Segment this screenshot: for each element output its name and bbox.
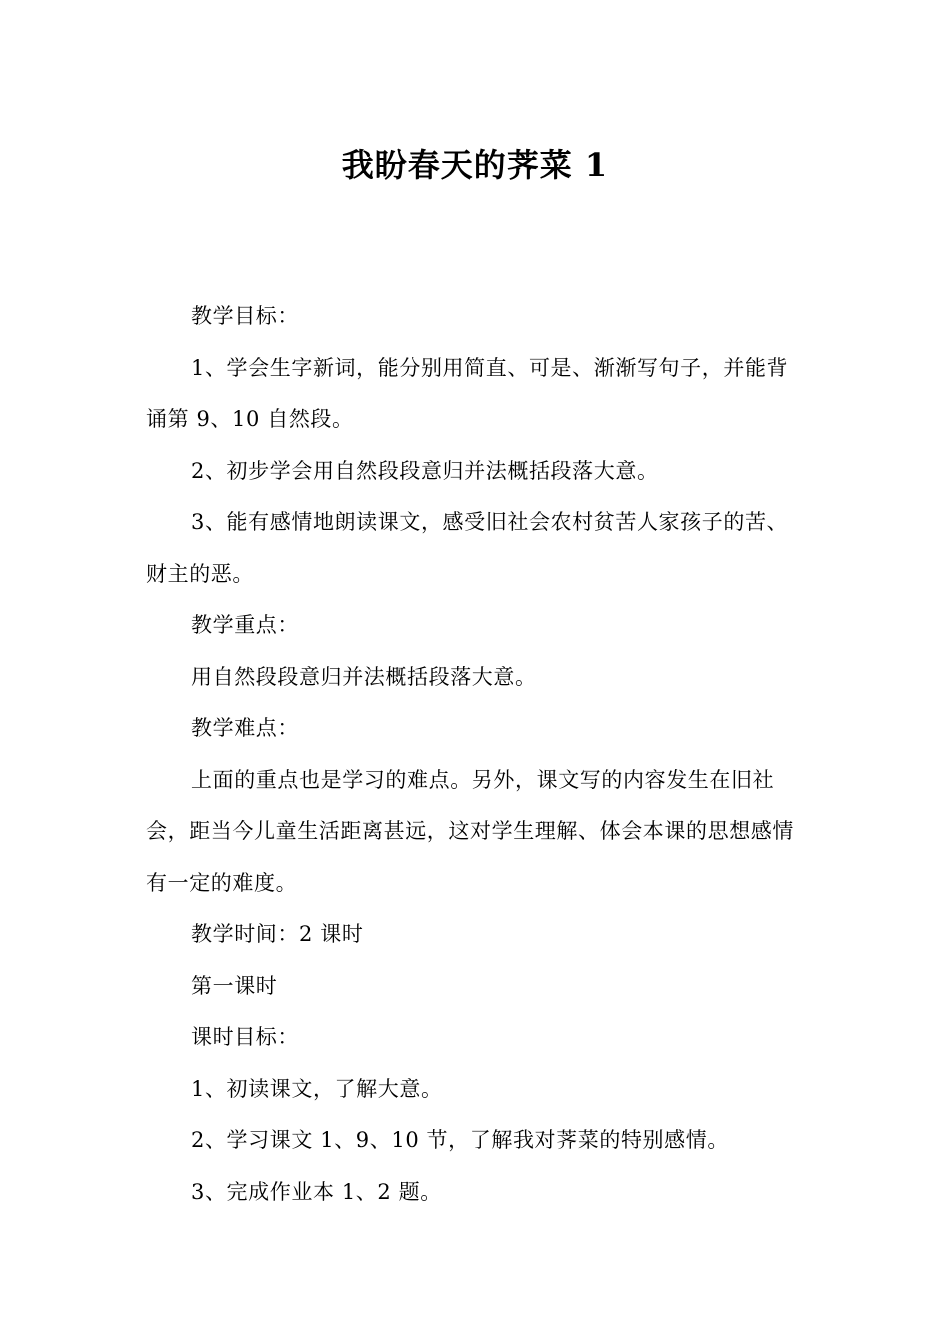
document-title: 我盼春天的荠菜 1 [341,146,609,185]
paragraph-teaching-goals-heading: 教学目标： [191,304,299,328]
paragraph-lesson-goal-3: 3、完成作业本 1、2 题。 [191,1179,442,1204]
paragraph-teaching-time: 教学时间：2 课时 [191,922,364,946]
paragraph-key-points-heading: 教学重点： [191,613,299,637]
paragraph-first-lesson: 第一课时 [191,973,278,998]
paragraph-goal-3: 3、能有感情地朗读课文，感受旧社会农村贫苦人家孩子的苦、财主的恶。 [146,510,789,586]
paragraph-difficulties-heading: 教学难点： [191,716,299,740]
document-body [146,291,806,1218]
paragraph-lesson-goal-2: 2、学习课文 1、9、10 节，了解我对荠菜的特别感情。 [191,1128,729,1152]
paragraph-lesson-goal-1: 1、初读课文，了解大意。 [191,1076,443,1101]
paragraph-lesson-goals-heading: 课时目标： [191,1025,299,1049]
paragraph-key-points: 用自然段段意归并法概括段落大意。 [191,664,537,689]
paragraph-goal-1: 1、学会生字新词，能分别用简直、可是、渐渐写句子，并能背诵第 9、10 自然段。 [146,355,789,431]
paragraph-goal-2: 2、初步学会用自然段段意归并法概括段落大意。 [191,458,659,483]
paragraph-difficulties: 上面的重点也是学习的难点。另外，课文写的内容发生在旧社会，距当今儿童生活距离甚远，这对学生理解、体会本课的思想感情有一定的难度。 [146,767,794,895]
